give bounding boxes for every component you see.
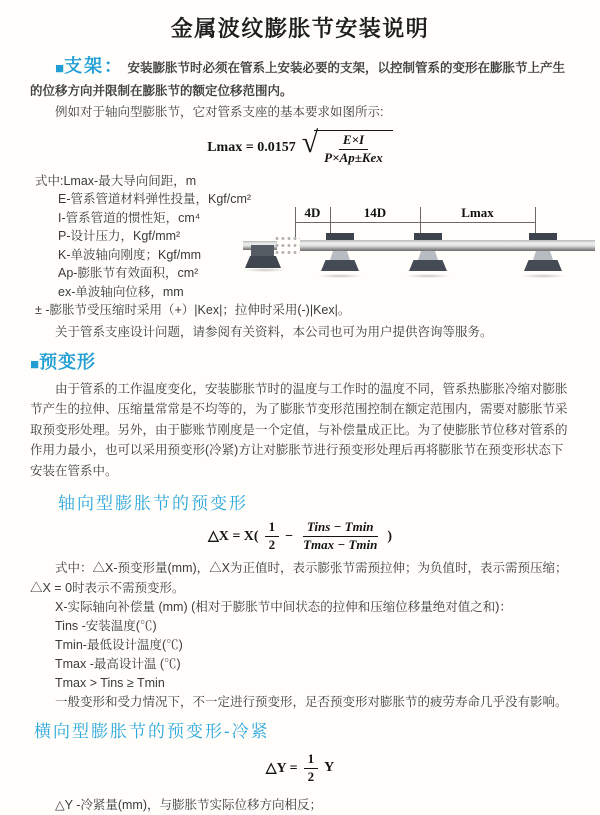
axial-subheading: 轴向型膨胀节的预变形 <box>58 494 248 514</box>
axial-formula-rhs: ) <box>387 528 393 544</box>
definition-item: P-设计压力，Kgf/mm² <box>58 229 181 244</box>
support-shadow <box>317 274 363 278</box>
section-label-support: 支架： <box>64 56 125 76</box>
lateral-formula-lhs: △Y = <box>265 760 298 776</box>
definition-item: 式中:Lmax-最大导向间距，m <box>35 173 197 188</box>
definition-item: E-管系管道材料弹性投量，Kgf/cm² <box>58 192 252 207</box>
fraction-numerator: 1 <box>265 520 280 537</box>
sqrt-symbol: √ <box>301 126 319 159</box>
predeform-paragraph: 由于管系的工作温度变化，安装膨胀节时的温度与工作时的温度不同，管系热膨胀冷缩对膨胀节产生的拉伸、压缩量常常是不均等的，为了膨胀节变形范围控制在额定范围内，需要对膨胀节采取预变形处理。另外，由于膨账节刚度是一个定值，与补偿量成正比。为了使膨胀节位移对管系的作用力最小，也可以采用预变形(冷紧)方让对膨胀节进行预变形处理后再将膨胀节在预变形状态下安装在管系中。 <box>30 381 568 478</box>
support-shadow <box>243 268 287 272</box>
section-bullet-icon: ■ <box>55 60 65 77</box>
axial-note: Tins -安装温度(℃) <box>55 619 157 634</box>
axial-note: Tmax > Tins ≥ Tmin <box>55 676 165 691</box>
section-bullet-icon: ■ <box>30 355 40 373</box>
axial-note: X-实际轴向补偿量 (mm) (相对于膨胀节中间状态的拉伸和压缩位移量绝对值之和)： <box>55 600 512 615</box>
fraction-denominator: Tmax − Tmin <box>303 537 378 553</box>
fraction-denominator: 2 <box>268 537 276 553</box>
document-page <box>0 12 600 812</box>
guide-neck <box>533 251 553 260</box>
section-label-predeform: 预变形 <box>39 351 97 372</box>
guide-clamp <box>326 233 354 240</box>
support-example-line: 例如对于轴向型膨胀节，它对管系支座的基本要求如图所示: <box>55 105 384 119</box>
sqrt-radicand <box>314 130 393 166</box>
guide-neck <box>418 251 438 260</box>
guide-neck <box>330 251 350 260</box>
pipe-support-diagram <box>243 202 599 302</box>
one-half-fraction <box>304 752 319 785</box>
minus-operator: − <box>285 528 294 544</box>
support-shadow <box>405 274 451 278</box>
lmax-fraction-denominator: P×Ap±Kex <box>324 149 383 165</box>
lmax-fraction <box>320 133 387 166</box>
sqrt-expression <box>301 126 393 166</box>
guide-foot <box>409 260 447 271</box>
guide-support <box>409 233 447 275</box>
dimension-line <box>295 222 535 223</box>
lateral-formula-rhs: Y <box>324 760 335 776</box>
support-intro-paragraph <box>30 55 574 102</box>
anchor-foot <box>245 256 281 268</box>
axial-note: 一般变形和受力情况下，不一定进行预变形，足否预变形对膨胀节的疲劳寿命几乎没有影响。 <box>55 695 568 710</box>
guide-foot <box>321 260 359 271</box>
fraction-numerator: Tins − Tmin <box>303 520 378 537</box>
predeform-section-header <box>30 352 600 375</box>
lmax-fraction-numerator: E×I <box>339 133 368 150</box>
one-half-fraction <box>265 520 280 553</box>
lateral-note: △Y -冷紧量(mm)，与膨胀节实际位移方向相反； <box>55 797 323 812</box>
fraction-denominator: 2 <box>307 768 315 784</box>
dim-label-4d: 4D <box>304 205 321 220</box>
axial-note: Tmax -最高设计温 (℃) <box>55 657 181 672</box>
definition-item: ex-单波轴向位移，mm <box>58 284 184 299</box>
guide-support <box>321 233 359 275</box>
axial-note: 式中：△X-预变形量(mm)，△X为正值时，表示膨张节需预拉伸；为负值时，表示需预压缩；△X = 0时表示不需预变形。 <box>30 561 568 595</box>
support-shadow <box>520 274 566 278</box>
page-title: 金属波纹膨胀节安装说明 <box>170 16 430 41</box>
guide-support <box>524 233 562 275</box>
bellows-joint <box>274 235 300 258</box>
lateral-subheading: 横向型膨胀节的预变形-冷紧 <box>34 721 270 741</box>
lmax-formula <box>0 126 600 166</box>
fraction-numerator: 1 <box>304 752 319 769</box>
dim-label-lmax: Lmax <box>461 205 494 220</box>
axial-formula-lhs: △X = X( <box>207 529 259 545</box>
support-intro-text: 安装膨胀节时必须在管系上安装必要的支架，以控制管系的变形在膨胀节上产生的位移方向并限制在膨胀节的额定位移范围内。 <box>30 61 566 98</box>
guide-clamp <box>414 233 442 240</box>
guide-clamp <box>529 233 557 240</box>
anchor-support <box>251 245 274 256</box>
axial-notes <box>0 559 600 713</box>
temperature-fraction <box>299 520 381 553</box>
definition-item: I-管系管道的惯性矩，cm⁴ <box>58 210 201 225</box>
lateral-formula <box>0 752 600 785</box>
axial-note: Tmin-最低设计温度(℃) <box>55 638 183 653</box>
dim-label-14d: 14D <box>363 205 387 220</box>
definition-item: ± -膨胀节受压缩时采用（+）|Kex|；拉伸时采用(-)|Kex|。 <box>35 303 351 318</box>
definition-item: Ap-膨胀节有效面积，cm² <box>58 266 199 281</box>
definition-item: K-单波轴向刚度；Kgf/mm <box>58 247 202 262</box>
axial-formula <box>0 520 600 553</box>
guide-foot <box>524 260 562 271</box>
support-note: 关于管系支座设计问题，请参阅有关资料，本公司也可为用户提供咨询等服务。 <box>55 324 493 339</box>
lmax-formula-lhs: Lmax = 0.0157 <box>207 139 296 155</box>
